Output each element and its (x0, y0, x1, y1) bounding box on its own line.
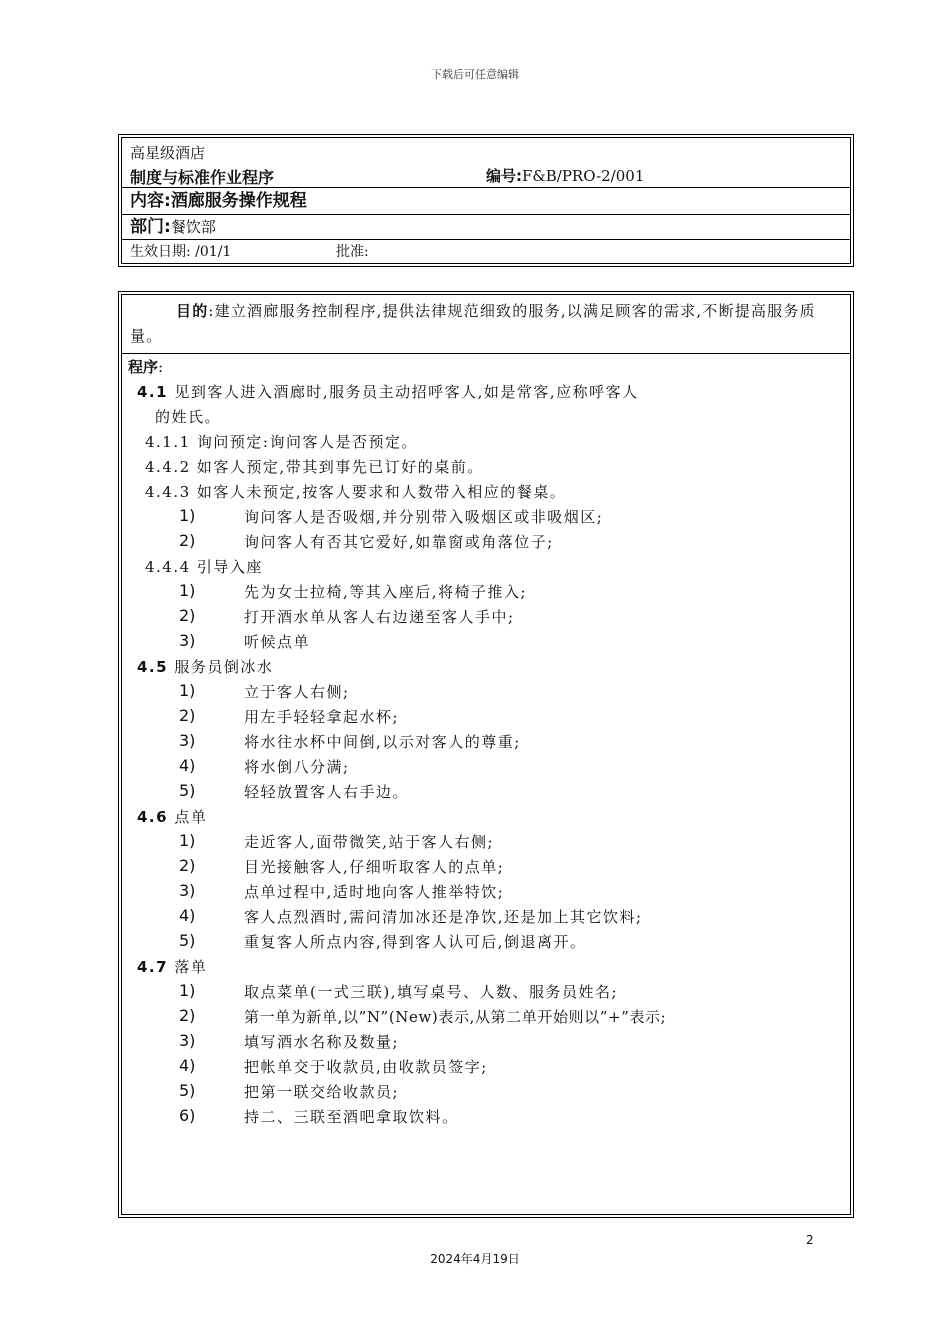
list-item: 填写酒水名称及数量; (244, 1033, 400, 1051)
page-number: 2 (806, 1233, 814, 1247)
section-4-1: 4.1 见到客人进入酒廊时,服务员主动招呼客人,如是常客,应称呼客人 (137, 383, 639, 401)
list-item: 点单过程中,适时地向客人推举特饮; (244, 883, 505, 901)
header-note: 下载后可任意编辑 (431, 68, 519, 81)
list-number: 1) (179, 831, 196, 850)
list-number: 3) (179, 731, 196, 750)
list-item: 把第一联交给收款员; (244, 1083, 400, 1101)
list-number: 1) (179, 681, 196, 700)
section-4-5: 4.5 服务员倒冰水 (137, 658, 274, 676)
list-item: 目光接触客人,仔细听取客人的点单; (244, 858, 505, 876)
purpose-text: :建立酒廊服务控制程序,提供法律规范细致的服务,以满足顾客的需求,不断提高服务质量。 (130, 302, 816, 345)
list-item: 将水倒八分满; (244, 758, 350, 776)
department-label: 部门: (130, 217, 171, 237)
list-number: 5) (179, 781, 196, 800)
content-row (122, 188, 850, 215)
list-number: 1) (179, 581, 196, 600)
list-item: 轻轻放置客人右手边。 (244, 783, 410, 801)
section-4-1-1: 4.1.1 询问预定:询问客人是否预定。 (145, 433, 418, 451)
list-number: 2) (179, 706, 196, 725)
list-item: 把帐单交于收款员,由收款员签字; (244, 1058, 488, 1076)
section-4-1-cont: 的姓氏。 (155, 408, 222, 426)
list-item: 持二、三联至酒吧拿取饮料。 (244, 1108, 459, 1126)
list-item: 重复客人所点内容,得到客人认可后,倒退离开。 (244, 933, 587, 951)
list-number: 2) (179, 856, 196, 875)
list-item: 打开酒水单从客人右边递至客人手中; (244, 608, 515, 626)
list-number: 4) (179, 756, 196, 775)
list-item: 先为女士拉椅,等其入座后,将椅子推入; (244, 583, 528, 601)
department-row (122, 215, 850, 240)
footer-date: 2024年4月19日 (430, 1252, 520, 1266)
list-item: 立于客人右侧; (244, 683, 350, 701)
document-code: 编号:F&B/PRO-2/001 (486, 167, 645, 185)
list-number: 5) (179, 931, 196, 950)
content-label: 内容: (130, 191, 171, 211)
hotel-name: 高星级酒店 (130, 144, 206, 162)
approval-field: 批准: (336, 244, 369, 260)
list-item: 客人点烈酒时,需问清加冰还是净饮,还是加上其它饮料; (244, 908, 643, 926)
list-number: 6) (179, 1106, 196, 1125)
purpose-label: 目的 (176, 302, 209, 320)
document-info-table (118, 134, 854, 267)
list-item: 听候点单 (244, 633, 311, 651)
system-title: 制度与标准作业程序 (130, 168, 275, 187)
section-4-6: 4.6 点单 (137, 808, 208, 826)
procedure-heading: 程序: (128, 358, 164, 376)
list-item: 第一单为新单,以”N”(New)表示,从第二单开始则以”+”表示; (244, 1008, 667, 1026)
list-number: 2) (179, 1006, 196, 1025)
list-number: 2) (179, 606, 196, 625)
list-number: 3) (179, 631, 196, 650)
list-item: 取点菜单(一式三联),填写桌号、人数、服务员姓名; (244, 983, 619, 1001)
purpose-paragraph (122, 295, 850, 354)
effective-date: 生效日期: /01/1 (130, 244, 232, 260)
list-item: 询问客人有否其它爱好,如靠窗或角落位子; (244, 533, 554, 551)
title-row (122, 138, 850, 188)
section-4-4-3: 4.4.3 如客人未预定,按客人要求和人数带入相应的餐桌。 (145, 483, 567, 501)
list-item: 用左手轻轻拿起水杯; (244, 708, 400, 726)
list-number: 3) (179, 881, 196, 900)
list-number: 1) (179, 506, 196, 525)
list-number: 2) (179, 531, 196, 550)
list-item: 询问客人是否吸烟,并分别带入吸烟区或非吸烟区; (244, 508, 604, 526)
list-number: 4) (179, 906, 196, 925)
list-number: 1) (179, 981, 196, 1000)
effective-row (122, 240, 850, 264)
list-number: 3) (179, 1031, 196, 1050)
section-4-4-2: 4.4.2 如客人预定,带其到事先已订好的桌前。 (145, 458, 484, 476)
list-item: 走近客人,面带微笑,站于客人右侧; (244, 833, 495, 851)
procedure-box (118, 291, 854, 1218)
section-4-4-4: 4.4.4 引导入座 (145, 558, 263, 576)
section-4-7: 4.7 落单 (137, 958, 208, 976)
list-number: 5) (179, 1081, 196, 1100)
department-value: 餐饮部 (170, 218, 216, 236)
list-item: 将水往水杯中间倒,以示对客人的尊重; (244, 733, 521, 751)
list-number: 4) (179, 1056, 196, 1075)
content-value: 酒廊服务操作规程 (170, 191, 307, 211)
